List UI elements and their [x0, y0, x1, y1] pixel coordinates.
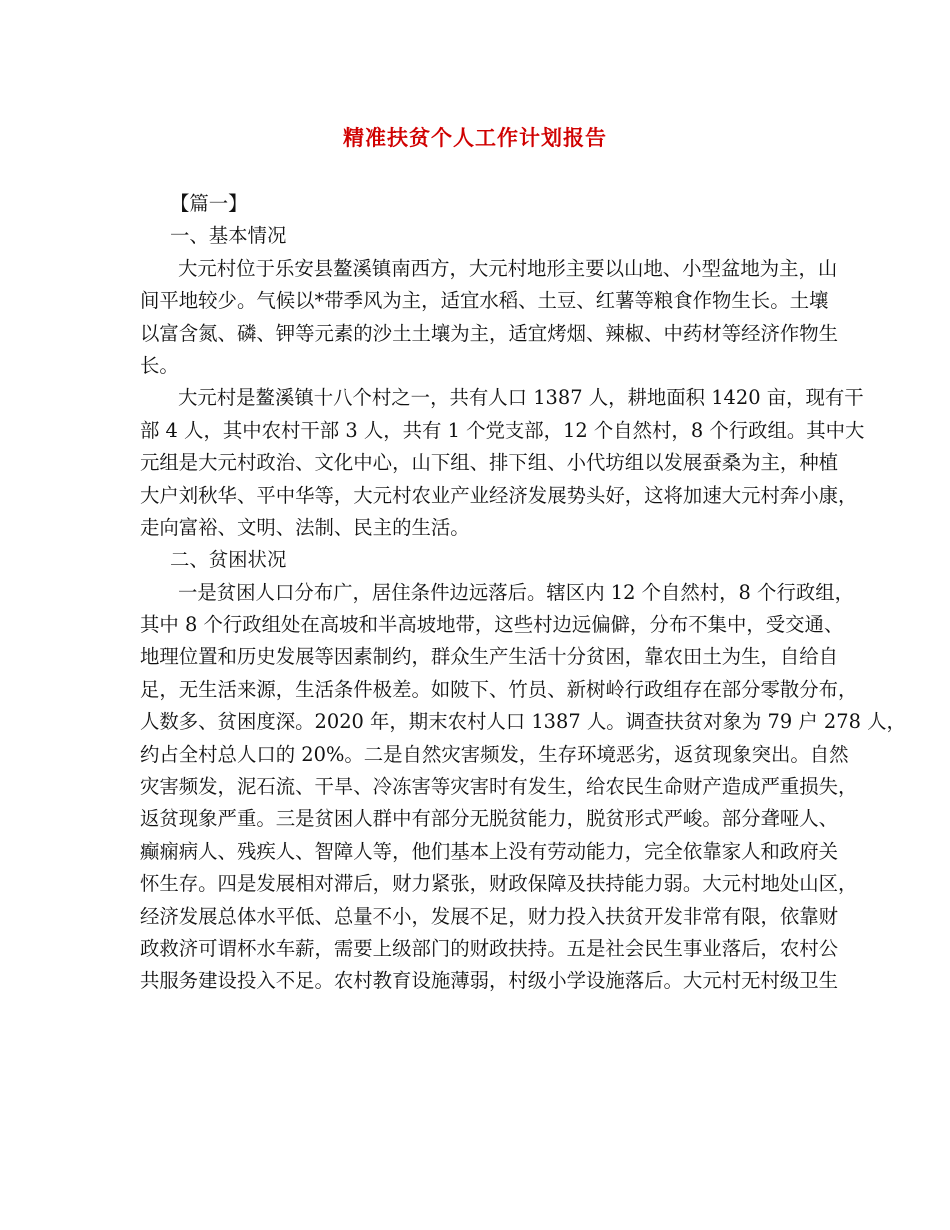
section-mark: 【篇一】 — [170, 192, 248, 215]
paragraph-line: 大户刘秋华、平中华等，大元村农业产业经济发展势头好，这将加速大元村奔小康， — [140, 483, 858, 507]
paragraph-line: 经济发展总体水平低、总量不小，发展不足，财力投入扶贫开发非常有限，依靠财 — [140, 904, 839, 928]
paragraph-line: 元组是大元村政治、文化中心，山下组、排下组、小代坊组以发展蚕桑为主，种植 — [140, 451, 839, 475]
heading-basic-situation: 一、基本情况 — [170, 224, 287, 248]
paragraph-line: 大元村位于乐安县鳌溪镇南西方，大元村地形主要以山地、小型盆地为主，山 — [178, 256, 838, 280]
paragraph-line: 其中 8 个行政组处在高坡和半高坡地带，这些村边远偏僻，分布不集中，受交通、 — [140, 613, 844, 637]
paragraph-line: 返贫现象严重。三是贫困人群中有部分无脱贫能力，脱贫形式严峻。部分聋哑人、 — [140, 807, 839, 831]
paragraph-2 — [140, 382, 865, 544]
heading-poverty-situation: 二、贫困状况 — [170, 548, 287, 572]
paragraph-line: 足，无生活来源，生活条件极差。如陂下、竹员、新树岭行政组存在部分零散分布， — [140, 677, 858, 701]
paragraph-1 — [140, 253, 839, 383]
paragraph-line: 怀生存。四是发展相对滞后，财力紧张，财政保障及扶持能力弱。大元村地处山区， — [140, 872, 858, 896]
paragraph-line: 地理位置和历史发展等因素制约，群众生产生活十分贫困，靠农田土为生，自给自 — [140, 645, 839, 669]
document-body — [140, 188, 906, 998]
paragraph-line: 走向富裕、文明、法制、民主的生活。 — [140, 515, 470, 539]
paragraph-line: 长。 — [140, 353, 179, 377]
paragraph-line: 大元村是鳌溪镇十八个村之一，共有人口 1387 人，耕地面积 1420 亩，现有干 — [178, 386, 864, 410]
paragraph-line: 政救济可谓杯水车薪，需要上级部门的财政扶持。五是社会民生事业落后，农村公 — [140, 936, 839, 960]
paragraph-line: 一是贫困人口分布广，居住条件边远落后。辖区内 12 个自然村，8 个行政组， — [178, 580, 855, 604]
paragraph-3 — [140, 577, 906, 998]
document-title: 精准扶贫个人工作计划报告 — [343, 126, 607, 150]
paragraph-line: 共服务建设投入不足。农村教育设施薄弱，村级小学设施落后。大元村无村级卫生 — [140, 969, 839, 993]
paragraph-line: 灾害频发，泥石流、干旱、冷冻害等灾害时有发生，给农民生命财产造成严重损失， — [140, 775, 858, 799]
paragraph-line: 以富含氮、磷、钾等元素的沙土土壤为主，适宜烤烟、辣椒、中药材等经济作物生 — [140, 321, 839, 345]
paragraph-line: 人数多、贫困度深。2020 年，期末农村人口 1387 人。调查扶贫对象为 79 户 278 人， — [140, 710, 906, 734]
paragraph-line: 部 4 人，其中农村干部 3 人，共有 1 个党支部，12 个自然村，8 个行政组。其中大 — [140, 418, 865, 442]
paragraph-line: 癫痫病人、残疾人、智障人等，他们基本上没有劳动能力，完全依靠家人和政府关 — [140, 839, 839, 863]
paragraph-line: 间平地较少。气候以*带季风为主，适宜水稻、土豆、红薯等粮食作物生长。土壤 — [140, 289, 829, 313]
paragraph-line: 约占全村总人口的 20%。二是自然灾害频发，生存环境恶劣，返贫现象突出。自然 — [140, 742, 849, 766]
